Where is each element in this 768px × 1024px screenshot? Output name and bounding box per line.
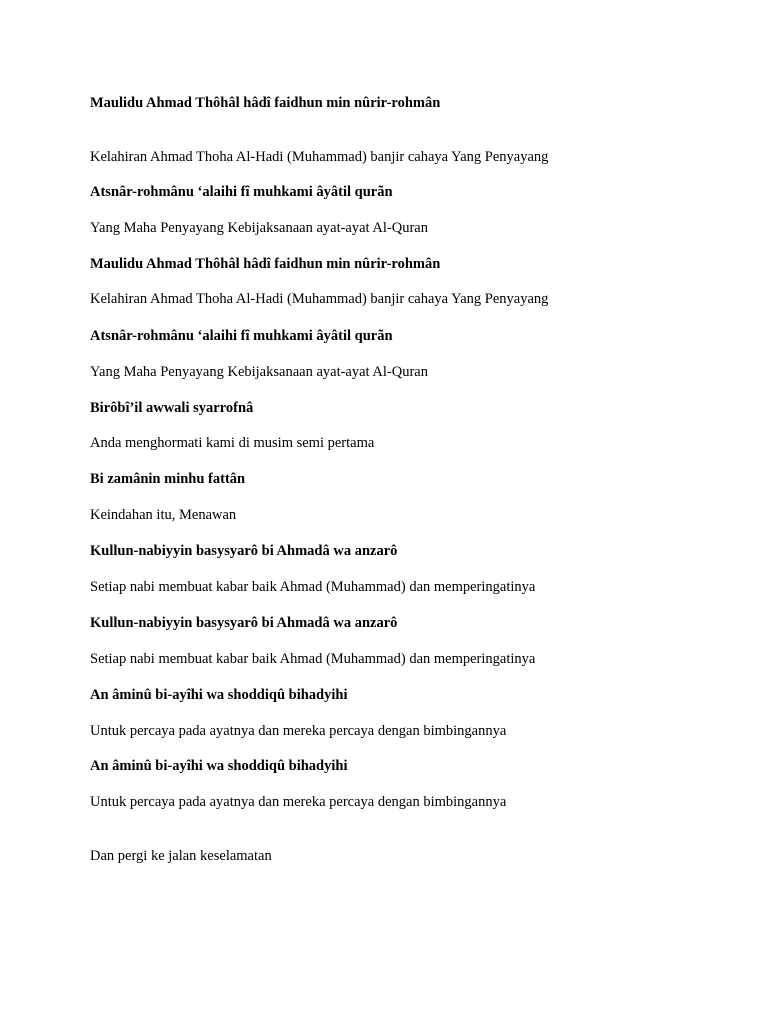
verse-line-transliteration: Maulidu Ahmad Thôhâl hâdî faidhun min nûrir-rohmân [90, 256, 441, 272]
verse-line-translation: Yang Maha Penyayang Kebijaksanaan ayat-ayat Al-Quran [90, 364, 428, 380]
verse-line-transliteration: An âminû bi-ayîhi wa shoddiqû bihadyihi [90, 687, 348, 703]
verse-line-transliteration: An âminû bi-ayîhi wa shoddiqû bihadyihi [90, 758, 348, 774]
verse-line-transliteration: Atsnâr-rohmânu ‘alaihi fî muhkami âyâtil qurãn [90, 184, 393, 200]
closing-line: Dan pergi ke jalan keselamatan [90, 848, 272, 864]
verse-line-translation: Kelahiran Ahmad Thoha Al-Hadi (Muhammad) banjir cahaya Yang Penyayang [90, 149, 549, 165]
verse-line-translation: Yang Maha Penyayang Kebijaksanaan ayat-ayat Al-Quran [90, 220, 428, 236]
verse-line-translation: Anda menghormati kami di musim semi pertama [90, 435, 375, 451]
verse-line-transliteration: Birôbî’il awwali syarrofnâ [90, 400, 254, 416]
verse-line-transliteration: Atsnâr-rohmânu ‘alaihi fî muhkami âyâtil qurãn [90, 328, 393, 344]
verse-line-transliteration: Bi zamânin minhu fattân [90, 471, 246, 487]
verse-line-translation: Keindahan itu, Menawan [90, 507, 237, 523]
verse-line-translation: Kelahiran Ahmad Thoha Al-Hadi (Muhammad) banjir cahaya Yang Penyayang [90, 291, 549, 307]
verse-line-transliteration: Maulidu Ahmad Thôhâl hâdî faidhun min nûrir-rohmân [90, 95, 441, 111]
verse-line-translation: Setiap nabi membuat kabar baik Ahmad (Muhammad) dan memperingatinya [90, 579, 536, 595]
verse-line-translation: Untuk percaya pada ayatnya dan mereka percaya dengan bimbingannya [90, 794, 507, 810]
verse-line-transliteration: Kullun-nabiyyin basysyarô bi Ahmadâ wa anzarô [90, 615, 398, 631]
verse-line-translation: Untuk percaya pada ayatnya dan mereka percaya dengan bimbingannya [90, 723, 507, 739]
verse-line-translation: Setiap nabi membuat kabar baik Ahmad (Muhammad) dan memperingatinya [90, 651, 536, 667]
verse-line-transliteration: Kullun-nabiyyin basysyarô bi Ahmadâ wa anzarô [90, 543, 398, 559]
